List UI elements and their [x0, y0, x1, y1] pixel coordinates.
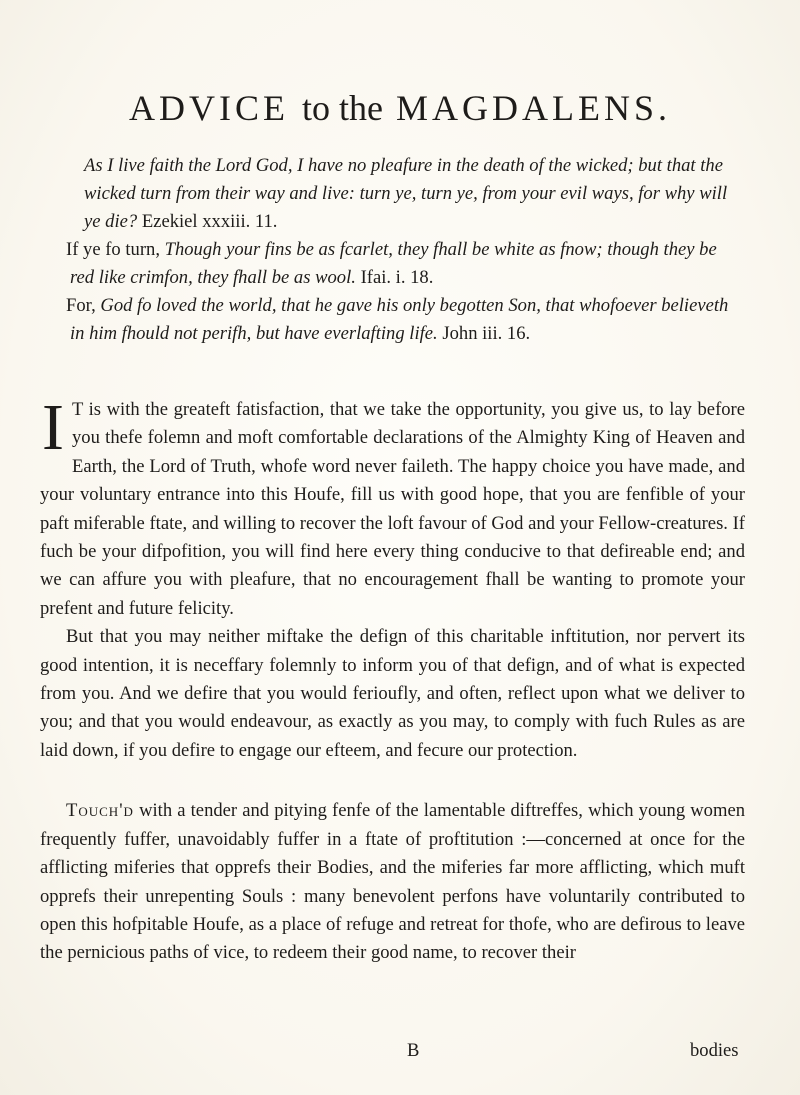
paragraph-3-text: with a tender and pitying fenfe of the lamentable diftreffes, which young women frequently fuffer, unavoidably fuffer in a ftate of proftitution :—concerned at once for the afflicting miferies that opprefs their Bodies, and the miferies far more afflicting, which muft opprefs their unrepenting Souls : many benevolent perfons have voluntarily contributed to open this hofpitable Houfe, as a place of refuge and retreat for thofe, who are defirous to leave the pernicious paths of vice, to redeem their good name, to recover their — [40, 800, 745, 964]
paragraph-1 — [40, 391, 745, 623]
body-text — [40, 391, 745, 968]
signature-mark: B — [407, 1040, 420, 1061]
epigraph-verse-3 — [66, 292, 742, 348]
title-caps: ADVICE — [129, 88, 289, 128]
epigraph — [66, 152, 742, 348]
verse-2-text: Though your fins be as fcarlet, they fhall be white as fnow; though they be red like crimfon, they fhall be as wool. — [70, 239, 717, 288]
verse-3-lead: For, — [66, 295, 96, 316]
verse-1-text: As I live faith the Lord God, I have no pleafure in the death of the wicked; but that the wicked turn from their way and live: turn ye, turn ye, from your evil ways, for why will ye die? — [84, 155, 728, 232]
drop-cap: I — [42, 391, 64, 464]
catchword: bodies — [690, 1040, 739, 1061]
page-footer — [0, 1040, 800, 1070]
paragraph-3-lead: Touch'd — [66, 800, 134, 822]
title-to-the: to the — [301, 88, 383, 128]
verse-3-text: God fo loved the world, that he gave his only begotten Son, that whofoever believeth in him fhould not perifh, but have everlafting life. — [70, 295, 729, 344]
paragraph-2 — [40, 623, 745, 765]
paragraph-1-text: T is with the greateft fatisfaction, that we take the opportunity, you give us, to lay before you thefe folemn and moft comfortable declarations of the Almighty King of Heaven and Earth, the Lord of Truth, whofe word never faileth. The happy choice you have made, and your voluntary entrance into this Houfe, fill us with good hope, that you are fenfible of your paft miferable ftate, and willing to recover the loft favour of God and your Fellow-creatures. If fuch be your difpofition, you will find here every thing conducive to that defireable end; and we can affure you with pleafure, that no encouragement fhall be wanting to promote your prefent and future felicity. — [40, 399, 745, 619]
verse-1-reference: Ezekiel xxxiii. 11. — [141, 211, 278, 232]
title-caps-2: MAGDALENS. — [395, 88, 671, 128]
verse-3-reference: John iii. 16. — [442, 323, 531, 344]
epigraph-verse-1 — [70, 152, 742, 236]
verse-2-lead: If ye fo turn, — [66, 239, 160, 260]
page-title — [0, 90, 800, 126]
verse-2-reference: Ifai. i. 18. — [360, 267, 434, 288]
paragraph-3 — [40, 797, 745, 967]
paragraph-2-text: But that you may neither miftake the defign of this charitable inftitution, nor pervert its good intention, it is neceffary folemnly to inform you of that defign, and of what is expected from you. And we defire that you would ferioufly, and often, reflect upon what we deliver to you; and that you would endeavour, as exactly as you may, to comply with fuch Rules as are laid down, if you defire to engage our efteem, and fecure our protection. — [40, 626, 745, 761]
epigraph-verse-2 — [66, 236, 742, 292]
